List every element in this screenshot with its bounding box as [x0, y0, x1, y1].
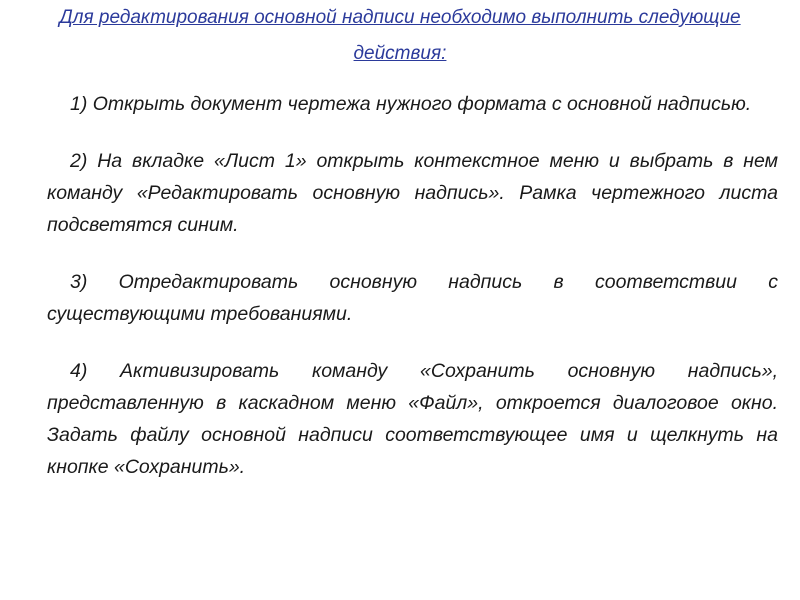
step-3: 3) Отредактировать основную надпись в соответствии с существующими требованиями. [47, 271, 778, 325]
step-1: 1) Открыть документ чертежа нужного формата с основной надписью. [70, 93, 752, 115]
steps-list [47, 88, 778, 508]
step-2: 2) На вкладке «Лист 1» открыть контекстное меню и выбрать в нем команду «Редактировать основную надпись». Рамка чертежного листа подсветятся синим. [47, 150, 778, 236]
slide-title: Для редактирования основной надписи необходимо выполнить следующие действия: [59, 7, 741, 64]
step-4: 4) Активизировать команду «Сохранить основную надпись», представленную в каскадном меню «Файл», откроется диалоговое окно. Задать файлу основной надписи соответствующее имя и щелкнуть на кнопке «Сохранить». [47, 360, 778, 478]
